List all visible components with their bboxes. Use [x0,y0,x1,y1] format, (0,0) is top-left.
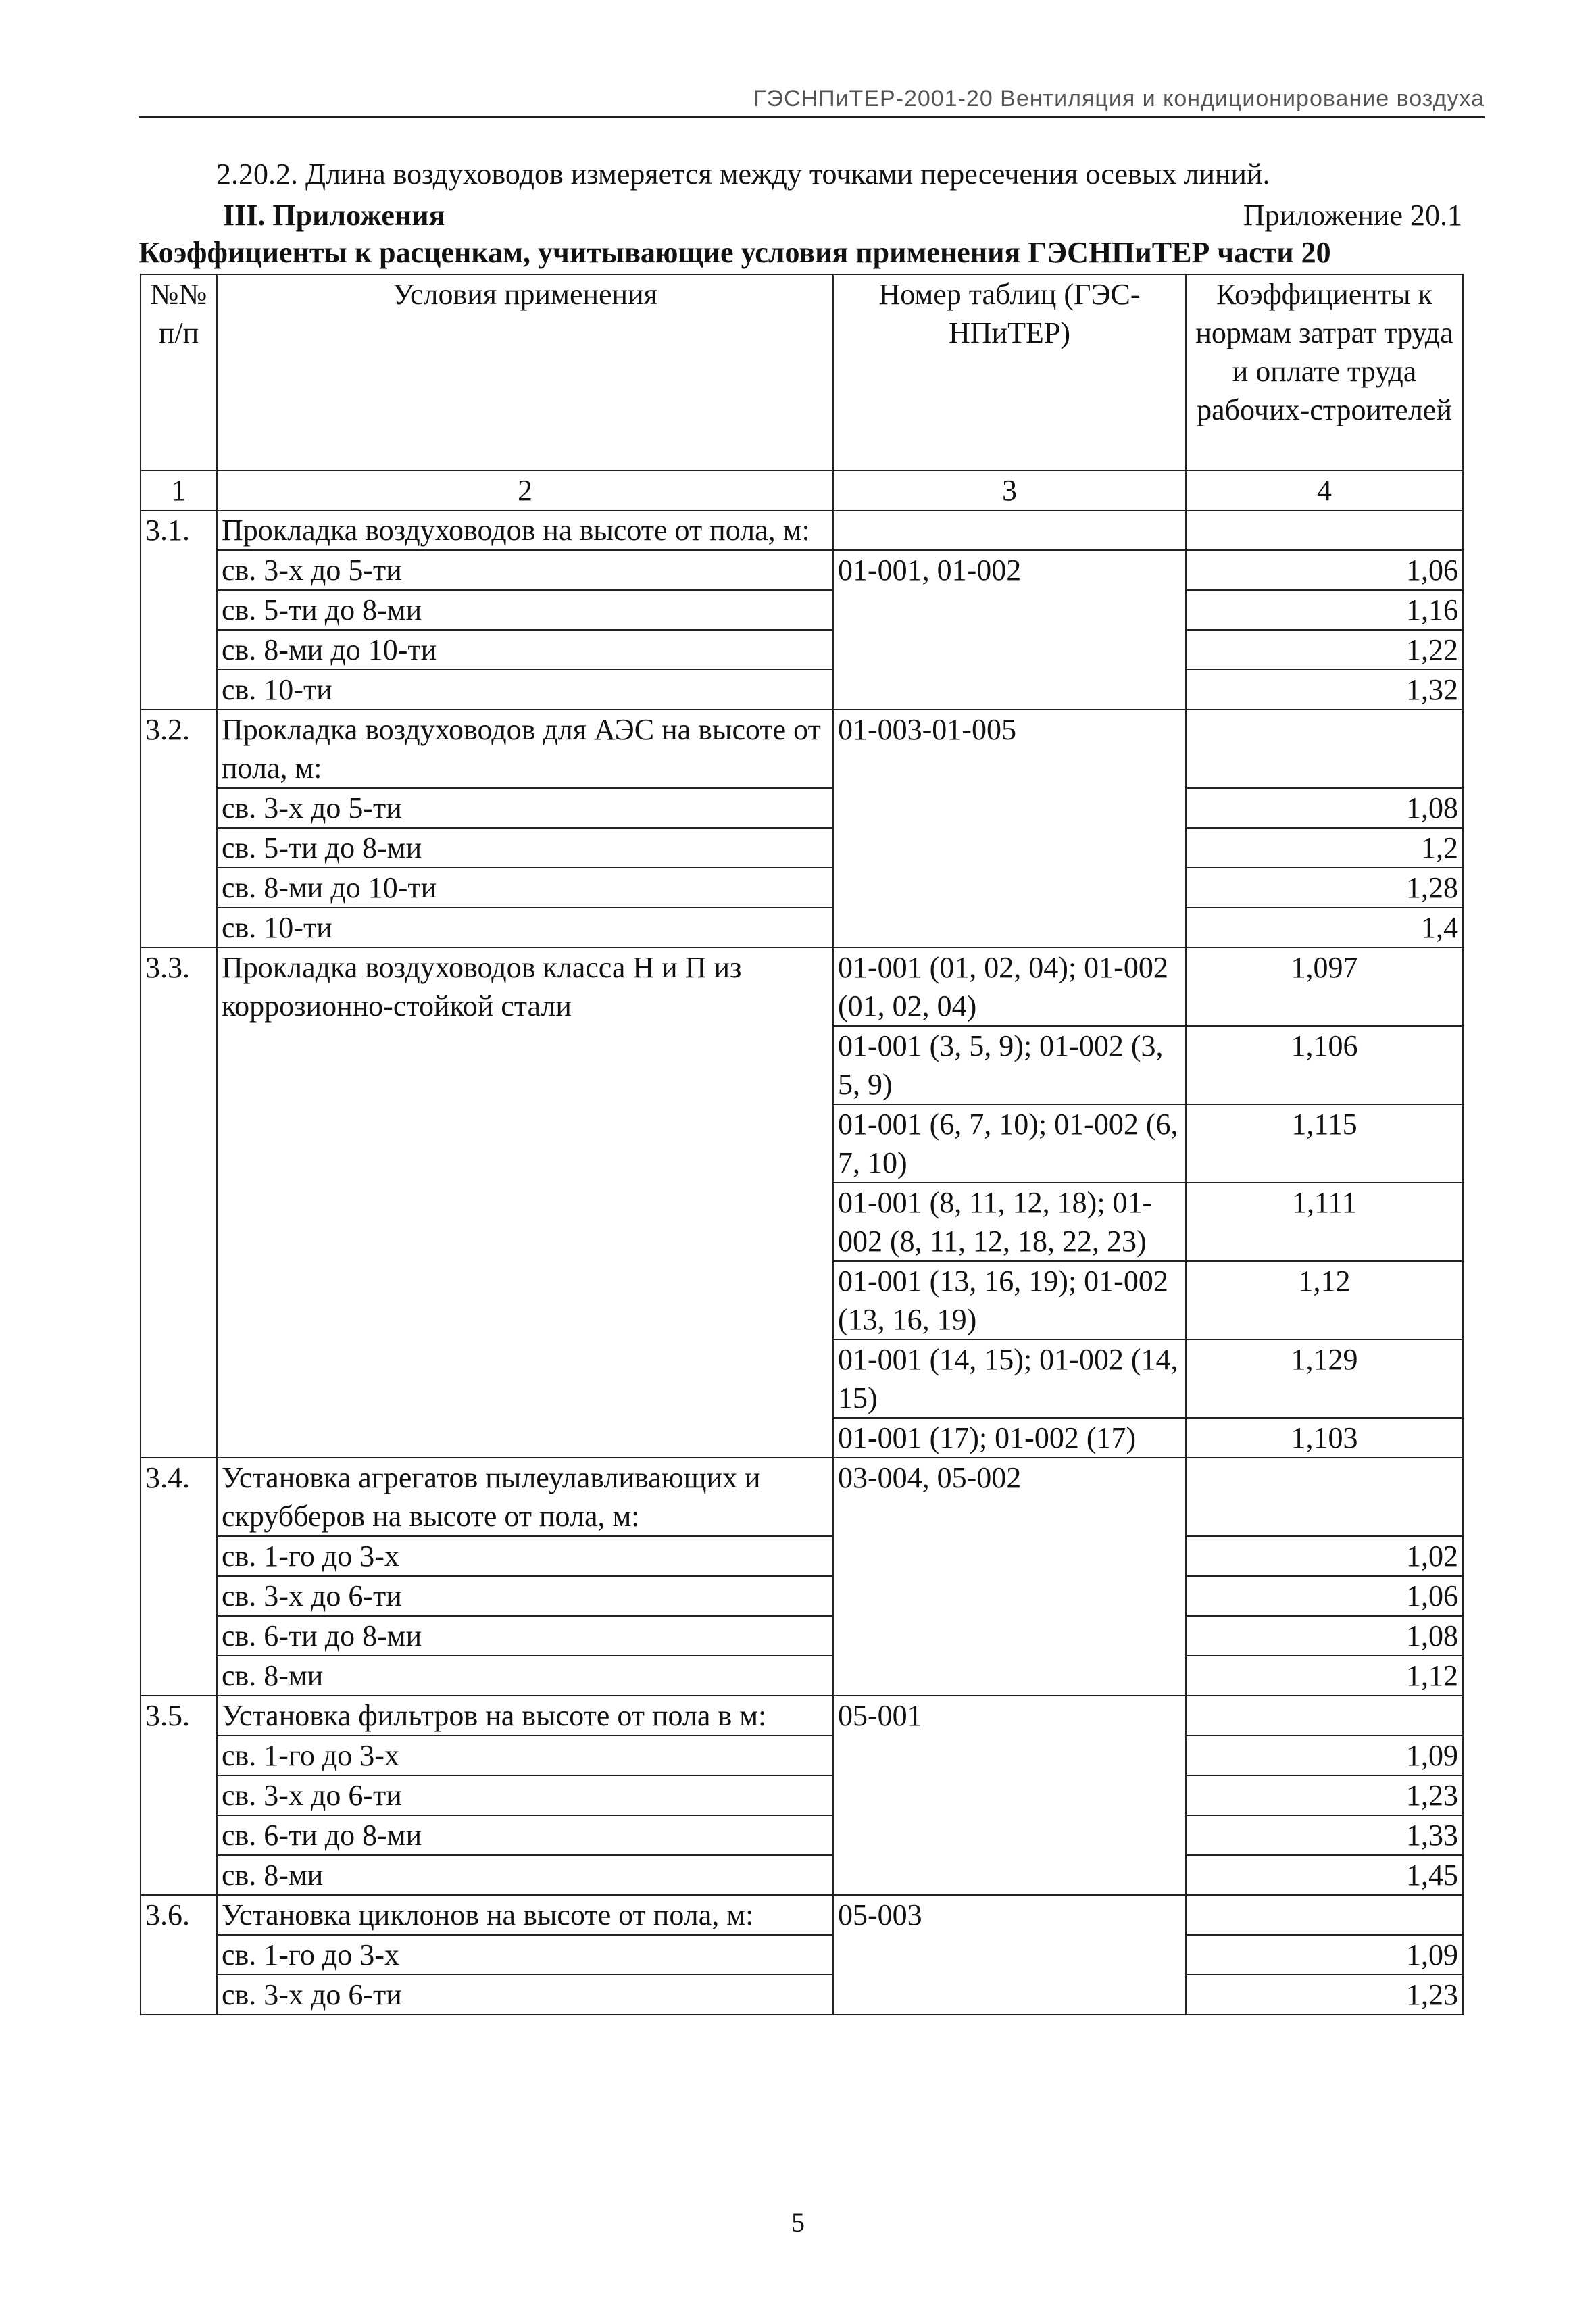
column-number: 2 [217,470,833,510]
table-numbers-cell: 01-001 (01, 02, 04); 01-002 (01, 02, 04) [833,947,1186,1026]
condition-cell: св. 3-х до 6-ти [217,1576,833,1616]
coefficient-cell: 1,45 [1186,1855,1463,1895]
coefficient-cell: 1,09 [1186,1935,1463,1975]
group-title: Установка циклонов на высоте от пола, м: [217,1895,833,1935]
coefficient-cell: 1,33 [1186,1815,1463,1855]
table-row [141,1855,1463,1895]
header-cell-coefficients: Коэффициенты к нормам затрат труда и оплате труда рабочих-строителей [1186,274,1463,470]
coefficient-cell [1186,1696,1463,1736]
header-cell-number: №№ п/п [141,274,217,470]
coefficient-cell: 1,06 [1186,550,1463,590]
table-row [141,590,1463,630]
group-title: Прокладка воздуховодов на высоте от пола, м: [217,510,833,550]
column-number: 3 [833,470,1186,510]
table-row [141,1536,1463,1576]
group-number: 3.4. [141,1458,217,1696]
coefficient-cell [1186,510,1463,550]
coefficient-cell: 1,129 [1186,1339,1463,1418]
column-number-row [141,470,1463,510]
table-row [141,630,1463,670]
condition-cell: св. 5-ти до 8-ми [217,828,833,868]
appendix-label: Приложение 20.1 [1243,199,1462,232]
table-numbers-cell: 01-001 (17); 01-002 (17) [833,1418,1186,1458]
condition-cell: св. 1-го до 3-х [217,1736,833,1775]
table-row [141,908,1463,947]
condition-cell: св. 8-ми [217,1855,833,1895]
table-row [141,1576,1463,1616]
table-row [141,947,1463,1026]
table-row [141,670,1463,710]
coefficient-cell [1186,1895,1463,1935]
coefficient-cell: 1,02 [1186,1536,1463,1576]
table-row [141,1775,1463,1815]
group-number: 3.3. [141,947,217,1458]
running-header [139,76,1485,118]
group-title: Установка фильтров на высоте от пола в м: [217,1696,833,1736]
coefficient-cell: 1,12 [1186,1656,1463,1696]
table-numbers-cell: 01-003-01-005 [833,710,1186,947]
table-row [141,1696,1463,1736]
page-number: 5 [791,2207,805,2238]
coefficient-cell: 1,23 [1186,1975,1463,2015]
table-row [141,510,1463,550]
table-numbers-cell: 01-001 (8, 11, 12, 18); 01-002 (8, 11, 12, 18, 22, 23) [833,1183,1186,1261]
table-row [141,1815,1463,1855]
header-cell-conditions: Условия применения [217,274,833,470]
condition-cell: св. 3-х до 6-ти [217,1775,833,1815]
table-numbers-cell: 01-001 (13, 16, 19); 01-002 (13, 16, 19) [833,1261,1186,1339]
table-row [141,710,1463,788]
table-row [141,1935,1463,1975]
coefficient-cell: 1,09 [1186,1736,1463,1775]
condition-cell: св. 8-ми [217,1656,833,1696]
coefficient-cell: 1,106 [1186,1026,1463,1104]
section-title: III. Приложения [223,199,445,232]
condition-cell: св. 10-ти [217,670,833,710]
coefficient-cell: 1,103 [1186,1418,1463,1458]
table-title: Коэффициенты к расценкам, учитывающие условия применения ГЭСНПиТЕР части 20 [139,236,1331,269]
table-numbers-cell: 01-001 (3, 5, 9); 01-002 (3, 5, 9) [833,1026,1186,1104]
coefficient-cell: 1,32 [1186,670,1463,710]
table-numbers-cell: 03-004, 05-002 [833,1458,1186,1696]
coefficients-table [140,274,1464,2015]
table-numbers-cell: 01-001, 01-002 [833,550,1186,710]
running-title: ГЭСНПиТЕР-2001-20 Вентиляция и кондиционирование воздуха [753,86,1485,112]
coefficient-cell: 1,23 [1186,1775,1463,1815]
coefficient-cell: 1,097 [1186,947,1463,1026]
coefficient-cell: 1,16 [1186,590,1463,630]
table-numbers-cell: 05-001 [833,1696,1186,1895]
table-row [141,788,1463,828]
condition-cell: св. 8-ми до 10-ти [217,868,833,908]
group-number: 3.2. [141,710,217,947]
condition-cell: св. 6-ти до 8-ми [217,1815,833,1855]
condition-cell: св. 1-го до 3-х [217,1935,833,1975]
table-row [141,1656,1463,1696]
group-title: Прокладка воздуховодов класса Н и П из коррозионно-стойкой стали [217,947,833,1458]
table-row [141,1975,1463,2015]
coefficient-cell: 1,08 [1186,1616,1463,1656]
condition-cell: св. 3-х до 5-ти [217,788,833,828]
coefficient-cell: 1,06 [1186,1576,1463,1616]
table-numbers-cell: 05-003 [833,1895,1186,2015]
coefficient-cell [1186,710,1463,788]
coefficient-cell: 1,2 [1186,828,1463,868]
table-row [141,1458,1463,1536]
group-number: 3.5. [141,1696,217,1895]
group-title: Прокладка воздуховодов для АЭС на высоте от пола, м: [217,710,833,788]
coefficient-cell: 1,08 [1186,788,1463,828]
condition-cell: св. 1-го до 3-х [217,1536,833,1576]
table-row [141,828,1463,868]
group-title: Установка агрегатов пылеулавливающих и скрубберов на высоте от пола, м: [217,1458,833,1536]
coefficient-cell: 1,115 [1186,1104,1463,1183]
header-cell-tables: Номер таблиц (ГЭС-НПиТЕР) [833,274,1186,470]
coefficient-cell: 1,22 [1186,630,1463,670]
condition-cell: св. 3-х до 6-ти [217,1975,833,2015]
coefficient-cell: 1,28 [1186,868,1463,908]
table-numbers-cell: 01-001 (6, 7, 10); 01-002 (6, 7, 10) [833,1104,1186,1183]
condition-cell: св. 10-ти [217,908,833,947]
coefficient-cell: 1,4 [1186,908,1463,947]
table-row [141,868,1463,908]
group-number: 3.1. [141,510,217,710]
column-number: 1 [141,470,217,510]
table-numbers-cell: 01-001 (14, 15); 01-002 (14, 15) [833,1339,1186,1418]
table-header-row [141,274,1463,470]
coefficient-cell: 1,12 [1186,1261,1463,1339]
table-row [141,1895,1463,1935]
condition-cell: св. 6-ти до 8-ми [217,1616,833,1656]
coefficient-cell [1186,1458,1463,1536]
column-number: 4 [1186,470,1463,510]
group-number: 3.6. [141,1895,217,2015]
condition-cell: св. 3-х до 5-ти [217,550,833,590]
condition-cell: св. 5-ти до 8-ми [217,590,833,630]
intro-paragraph: 2.20.2. Длина воздуховодов измеряется между точками пересечения осевых линий. [216,157,1270,191]
table-row [141,1616,1463,1656]
table-row [141,1736,1463,1775]
coefficient-cell: 1,111 [1186,1183,1463,1261]
table-row [141,550,1463,590]
condition-cell: св. 8-ми до 10-ти [217,630,833,670]
table-numbers-cell [833,510,1186,550]
